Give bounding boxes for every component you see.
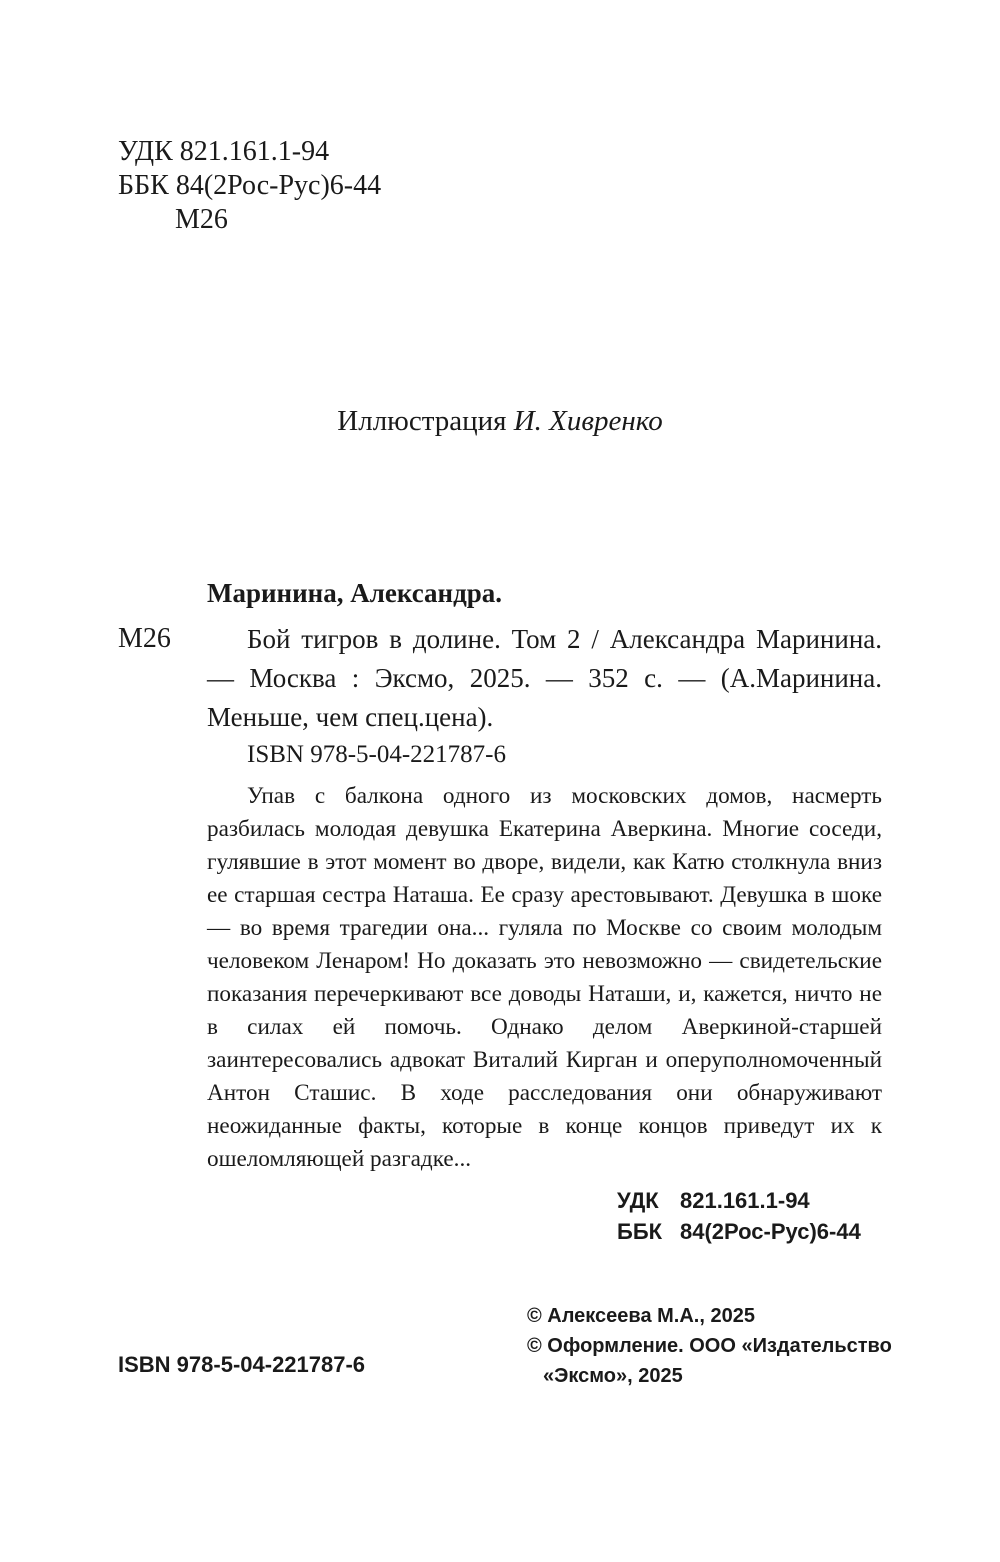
catalog-isbn: ISBN 978-5-04-221787-6 <box>247 741 507 768</box>
author-mark: М26 <box>175 204 228 235</box>
footer-codes <box>617 1185 861 1247</box>
footer-bbk-label: ББК <box>617 1219 663 1244</box>
illustration-credit <box>0 405 1000 438</box>
annotation-text: Упав с балкона одного из московских домов, насмерть разбилась молодая девушка Екатерина Аверкина. Многие соседи, гулявшие в этот момент во дворе, видели, как Катю столкнула вниз ее старшая сестра Наташа. Ее сразу арестовывают. Девушка в шоке — во время трагедии она... гуляла по Москве со своим молодым человеком Ленаром! Но доказать это невозможно — свидетельские показания перечеркивают все доводы Наташи, и, кажется, ничто не в силах ей помочь. Однако делом Аверкиной-старшей заинтересовались адвокат Виталий Кирган и оперуполномоченный Антон Сташис. В ходе расследования они обнаруживают неожиданные факты, которые в конце концов приведут их к ошеломляющей разгадке... <box>207 783 882 1172</box>
bbk-code: ББК 84(2Рос-Рус)6-44 <box>118 170 382 201</box>
footer-udk-value: 821.161.1-94 <box>680 1188 810 1213</box>
illustrator-name: И. Хивренко <box>513 405 663 437</box>
catalog-author: Маринина, Александра. <box>207 578 503 608</box>
isbn-bottom: ISBN 978-5-04-221787-6 <box>118 1352 366 1377</box>
copyright-author: © Алексеева М.А., 2025 <box>527 1305 755 1327</box>
footer-udk <box>617 1185 861 1216</box>
copyright-design: © Оформление. ООО «Издательство <box>527 1335 892 1357</box>
header-codes <box>118 135 381 237</box>
udk-code: УДК 821.161.1-94 <box>118 136 330 167</box>
copyright-block <box>527 1301 892 1391</box>
bibliographic-text: Бой тигров в долине. Том 2 / Александра Маринина. — Москва : Эксмо, 2025. — 352 с. — (А.Маринина. Меньше, чем спец.цена). <box>207 624 882 732</box>
annotation <box>207 780 882 1176</box>
bibliographic-description <box>207 620 882 737</box>
footer-udk-label: УДК <box>617 1188 659 1213</box>
copyright-design-cont: «Эксмо», 2025 <box>543 1365 683 1387</box>
catalog-mark: М26 <box>118 623 171 654</box>
illustration-label: Иллюстрация <box>337 405 507 437</box>
footer-bbk-value: 84(2Рос-Рус)6-44 <box>680 1219 861 1244</box>
footer-bbk <box>617 1216 861 1247</box>
